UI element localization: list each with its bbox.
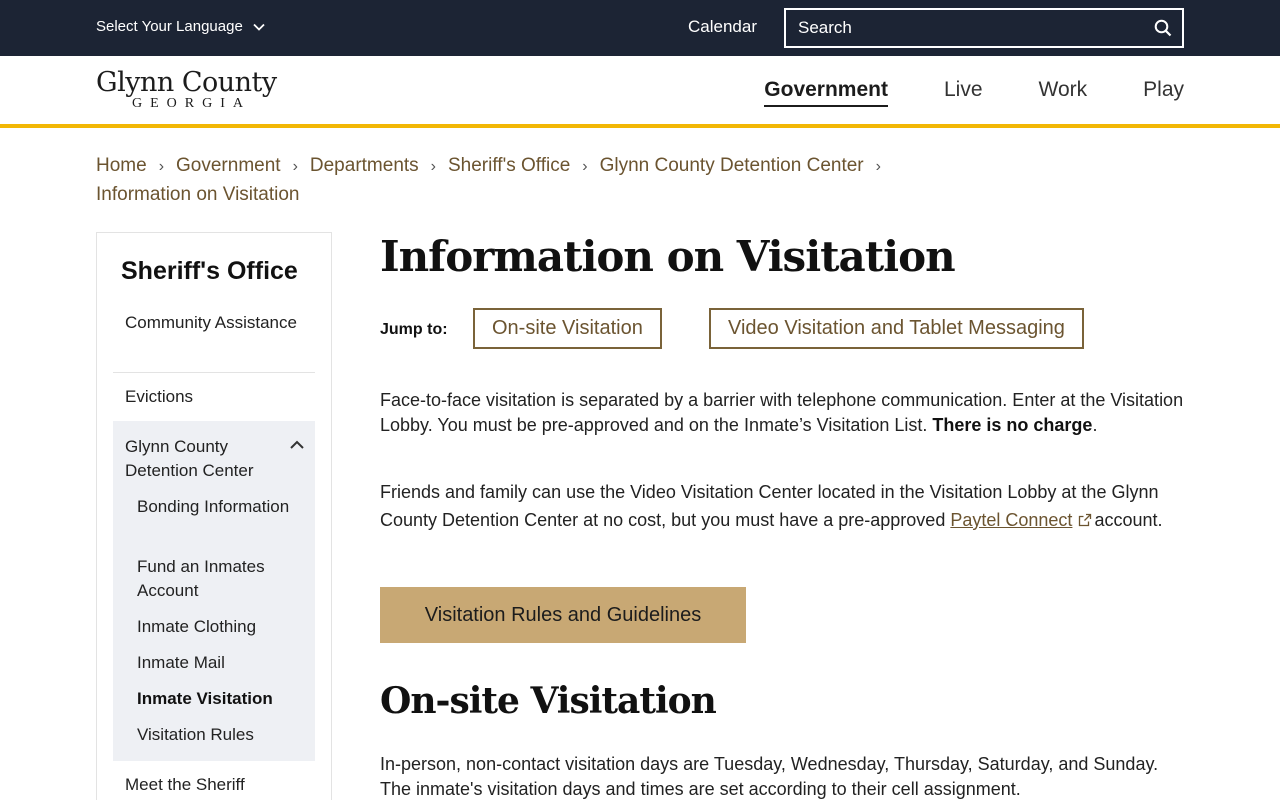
nav-government[interactable]: Government: [764, 76, 888, 107]
logo-state: GEORGIA: [132, 96, 251, 111]
main-nav: [764, 76, 1184, 107]
chevron-up-icon[interactable]: [289, 437, 305, 453]
no-charge-emphasis: There is no charge: [932, 415, 1093, 435]
page-title: Information on Visitation: [380, 232, 955, 281]
sidebar-item-detention-center[interactable]: Glynn County Detention Center: [125, 437, 254, 480]
breadcrumb-sheriffs-office[interactable]: Sheriff's Office: [448, 155, 571, 176]
logo-wordmark: Glynn County: [96, 67, 277, 98]
intro-end: .: [1092, 415, 1098, 435]
sidebar-divider: [113, 372, 315, 373]
language-selector[interactable]: [96, 18, 265, 35]
sidebar-subitem-clothing[interactable]: Inmate Clothing: [137, 617, 257, 636]
chevron-right-icon: ›: [582, 158, 588, 175]
onsite-visitation-paragraph: In-person, non-contact visitation days are Tuesday, Wednesday, Thursday, Saturday, and Sunday. The inmate's visitation days and times are set according to their cell assignment.: [380, 754, 1159, 799]
sidebar-subitem-bonding[interactable]: Bonding Information: [137, 497, 290, 516]
site-header: [0, 56, 1280, 124]
sidebar-title: Sheriff's Office: [121, 257, 298, 285]
calendar-link[interactable]: Calendar: [688, 17, 757, 36]
search-box: [784, 8, 1184, 48]
chevron-right-icon: ›: [875, 158, 881, 175]
sidebar-item-community-assistance[interactable]: Community Assistance: [125, 313, 297, 332]
nav-play[interactable]: Play: [1143, 78, 1184, 101]
sidebar-group-detention-center: [113, 421, 315, 761]
breadcrumb-detention-center[interactable]: Glynn County Detention Center: [599, 155, 864, 176]
video-text: Friends and family can use the Video Visitation Center located in the Visitation Lobby at the Glynn County Detention Center at no cost, but you must have a pre-approved: [380, 482, 1159, 530]
chevron-right-icon: ›: [292, 158, 298, 175]
section-sidebar: [96, 232, 332, 800]
search-button[interactable]: [1144, 10, 1182, 46]
intro-paragraph: [380, 388, 1184, 438]
breadcrumb-home[interactable]: Home: [96, 155, 147, 176]
header-accent-rule: [0, 124, 1280, 128]
chevron-right-icon: ›: [430, 158, 436, 175]
search-icon: [1154, 19, 1172, 37]
video-visitation-paragraph: [380, 478, 1184, 534]
external-link-icon: [1078, 513, 1092, 527]
breadcrumb-current: Information on Visitation: [96, 184, 300, 205]
nav-live[interactable]: Live: [943, 78, 983, 101]
breadcrumb-government[interactable]: Government: [176, 155, 281, 176]
search-input[interactable]: [786, 10, 1144, 46]
chevron-right-icon: ›: [158, 158, 165, 175]
breadcrumb: [96, 152, 1096, 209]
jump-to-label: Jump to:: [380, 321, 448, 338]
site-logo[interactable]: [96, 69, 292, 113]
utility-bar: [0, 0, 1280, 56]
jump-onsite-visitation-button[interactable]: On-site Visitation: [473, 308, 662, 349]
sidebar-subitem-visitation[interactable]: Inmate Visitation: [137, 689, 273, 708]
sidebar-item-meet-sheriff[interactable]: Meet the Sheriff: [125, 775, 245, 794]
jump-video-visitation-button[interactable]: Video Visitation and Tablet Messaging: [709, 308, 1084, 349]
sidebar-subitem-visitation-rules[interactable]: Visitation Rules: [137, 725, 254, 744]
chevron-down-icon: [253, 21, 265, 33]
video-end: account.: [1094, 510, 1163, 530]
intro-text: Face-to-face visitation is separated by a barrier with telephone communication. Enter at the Visitation Lobby. You must be pre-approved and on the Inmate’s Visitation List.: [380, 390, 1184, 435]
nav-work[interactable]: Work: [1038, 78, 1088, 101]
visitation-rules-button[interactable]: Visitation Rules and Guidelines: [380, 587, 746, 643]
sidebar-item-evictions[interactable]: Evictions: [125, 387, 194, 406]
sidebar-subitem-mail[interactable]: Inmate Mail: [137, 653, 225, 672]
onsite-visitation-heading: On-site Visitation: [380, 680, 716, 722]
paytel-connect-link[interactable]: Paytel Connect: [950, 510, 1073, 530]
breadcrumb-departments[interactable]: Departments: [309, 155, 419, 176]
sidebar-subitem-fund-account[interactable]: Fund an Inmates Account: [137, 557, 265, 600]
language-selector-label: Select Your Language: [96, 18, 243, 35]
